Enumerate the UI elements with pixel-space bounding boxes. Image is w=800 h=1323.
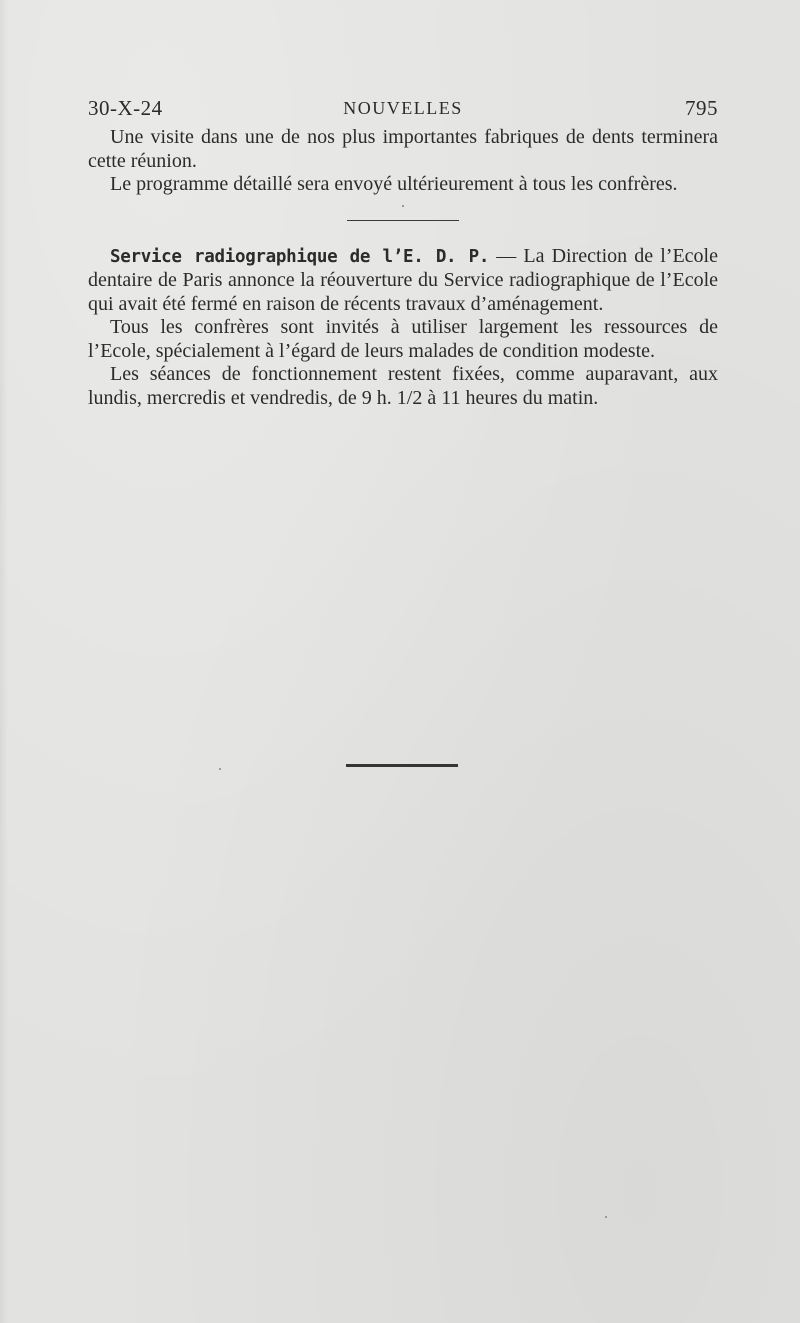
section-divider	[347, 220, 459, 221]
header-section-title: NOUVELLES	[343, 98, 463, 118]
article-lead-paragraph	[88, 245, 718, 317]
article-lead-text: — La Direction de l’Ecole dentaire de Paris annonce la réouverture du Service radiographique de l’Ecole qui avait été fermé en raison de récents travaux d’aménagement.	[88, 244, 718, 315]
running-header	[88, 96, 718, 124]
page-body	[88, 126, 718, 410]
page-edge-shadow	[0, 0, 8, 1323]
paragraph-factory-visit: Une visite dans une de nos plus importantes fabriques de dents terminera cette réunion.	[88, 126, 718, 172]
page-number: 795	[685, 96, 718, 120]
end-of-section-rule	[346, 764, 458, 767]
header-date: 30-X-24	[88, 96, 163, 120]
article-paragraph-schedule: Les séances de fonctionnement restent fixées, comme auparavant, aux lundis, mercredis et vendredis, de 9 h. 1/2 à 11 heures du matin.	[88, 363, 718, 409]
paper-speck	[605, 1216, 607, 1218]
paper-speck	[402, 205, 404, 207]
article-run-in-title: Service radiographique de l’E. D. P.	[110, 246, 490, 267]
paragraph-programme: Le programme détaillé sera envoyé ultérieurement à tous les confrères.	[110, 173, 678, 195]
paper-speck	[219, 768, 221, 770]
article-paragraph-invitation: Tous les confrères sont invités à utiliser largement les ressources de l’Ecole, spécialement à l’égard de leurs malades de condition modeste.	[88, 316, 718, 362]
